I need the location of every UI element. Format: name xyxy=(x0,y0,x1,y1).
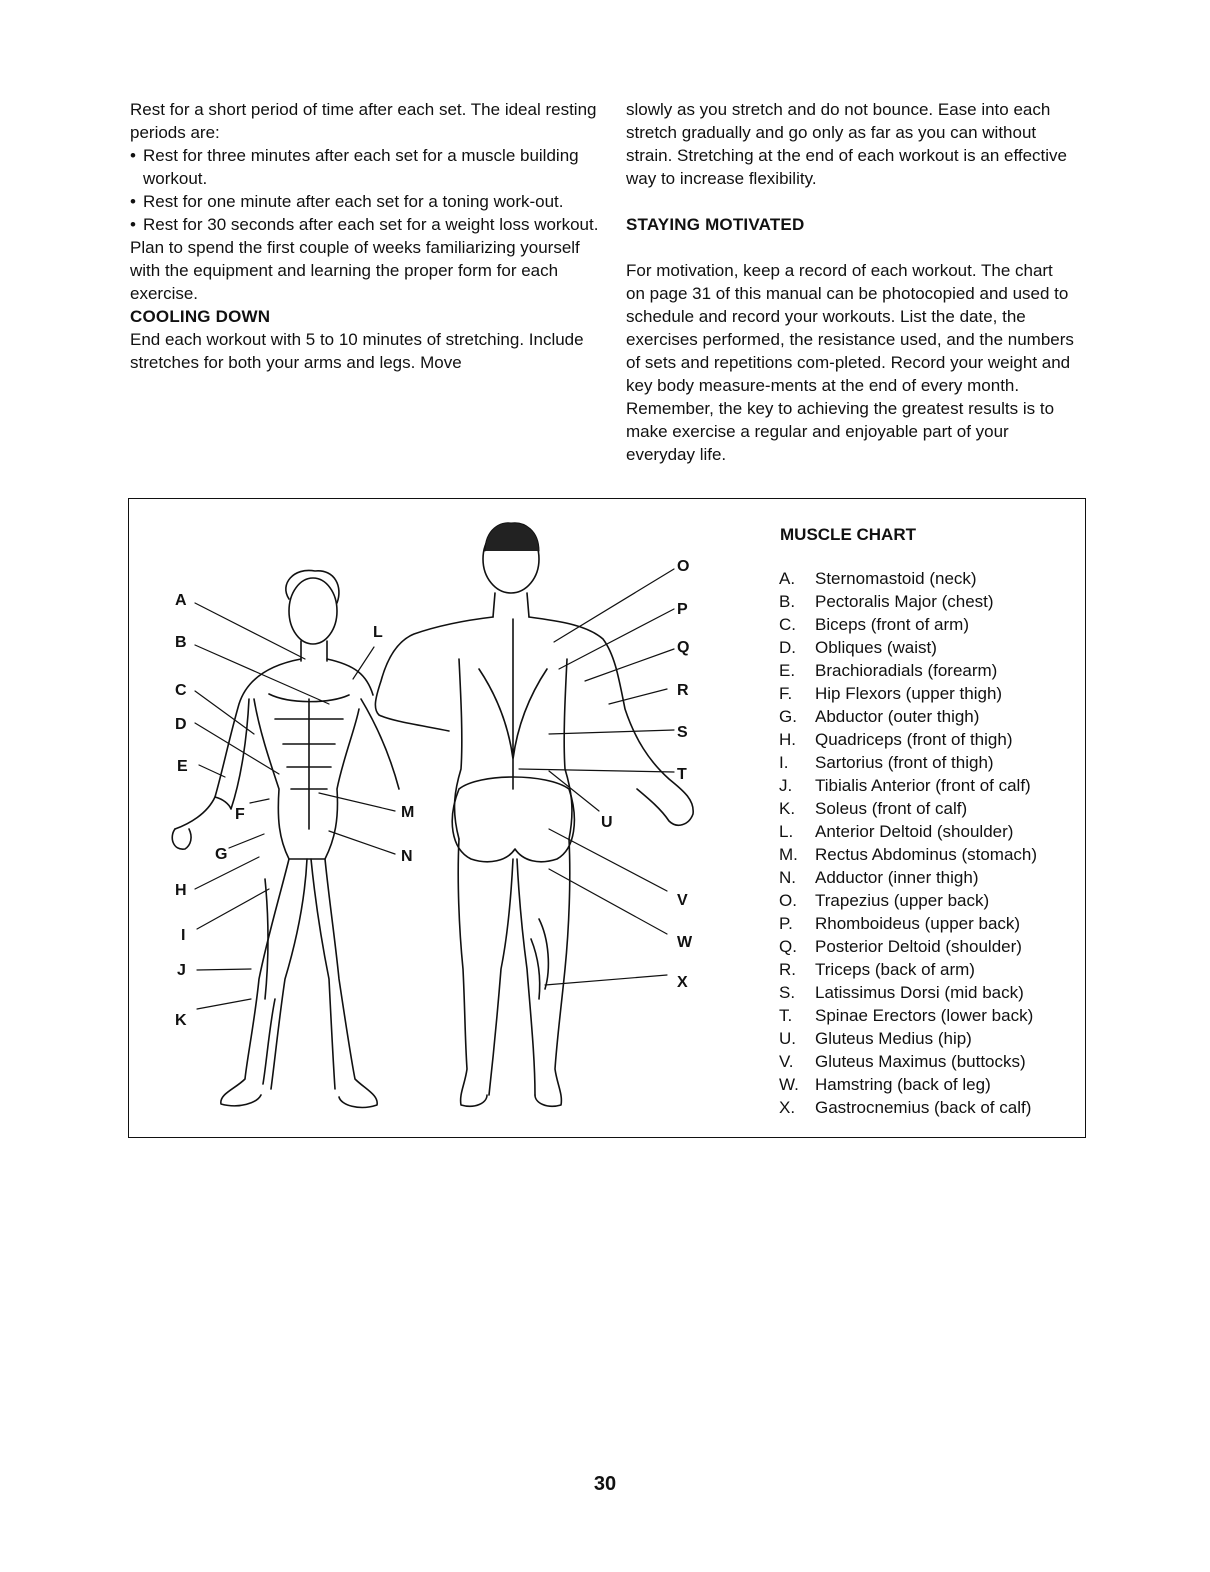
muscle-letter: L. xyxy=(779,822,794,841)
muscle-name: Gastrocnemius (back of calf) xyxy=(815,1098,1032,1117)
list-item xyxy=(779,682,1037,705)
cooling-down-text: End each workout with 5 to 10 minutes of stretching. Include stretches for both your arms and legs. Move xyxy=(130,330,584,372)
front-left-arm-inner xyxy=(215,699,249,809)
rest-periods-list xyxy=(130,144,600,236)
label-i: I xyxy=(181,927,186,944)
muscle-name: Brachioradials (forearm) xyxy=(815,661,998,680)
muscle-name: Tibialis Anterior (front of calf) xyxy=(815,776,1031,795)
muscle-letter: Q. xyxy=(779,937,797,956)
list-item xyxy=(779,935,1037,958)
back-figure xyxy=(375,523,693,1107)
list-item xyxy=(779,1096,1037,1119)
list-item xyxy=(779,636,1037,659)
muscle-name: Posterior Deltoid (shoulder) xyxy=(815,937,1022,956)
muscle-chart-title: MUSCLE CHART xyxy=(780,525,916,544)
muscle-letter: S. xyxy=(779,983,796,1002)
muscle-name: Hamstring (back of leg) xyxy=(815,1075,991,1094)
staying-motivated-text: For motivation, keep a record of each workout. The chart on page 31 of this manual can be photocopied and used to schedule and record your workouts. List the date, the exercises performed, the resistance used, and the numbers of sets and repetitions com-pleted. Record your weight and key body measure-ments at the end of every month. Remember, the key to achieving the greatest results is to make exercise a regular and enjoyable part of your everyday life. xyxy=(626,261,1074,464)
label-k: K xyxy=(175,1012,187,1029)
muscle-name: Gluteus Maximus (buttocks) xyxy=(815,1052,1026,1071)
list-item xyxy=(779,1073,1037,1096)
muscle-letter: D. xyxy=(779,638,796,657)
stretch-continued-text: slowly as you stretch and do not bounce. Ease into each stretch gradually and go only as far as you can without strain. Stretching at the end of each workout is an effective way to increase flexibility. xyxy=(626,100,1067,188)
list-item xyxy=(779,774,1037,797)
muscle-name: Trapezius (upper back) xyxy=(815,891,990,910)
muscle-list xyxy=(779,567,1037,1119)
muscle-name: Adductor (inner thigh) xyxy=(815,868,979,887)
label-l: L xyxy=(373,624,383,641)
label-j: J xyxy=(177,962,186,979)
front-torso xyxy=(254,699,359,859)
muscle-name: Sartorius (front of thigh) xyxy=(815,753,994,772)
list-item xyxy=(779,705,1037,728)
list-item xyxy=(779,728,1037,751)
list-item: • Rest for 30 seconds after each set for a weight loss workout. xyxy=(130,213,600,236)
right-column xyxy=(626,98,1076,466)
front-shoulders-arms xyxy=(175,659,373,829)
list-item xyxy=(779,613,1037,636)
muscle-letter: H. xyxy=(779,730,796,749)
muscle-letter: B. xyxy=(779,592,796,611)
staying-motivated-heading: STAYING MOTIVATED xyxy=(626,215,805,234)
label-b: B xyxy=(175,634,187,651)
front-left-hand xyxy=(172,829,191,849)
label-c: C xyxy=(175,682,187,699)
list-item xyxy=(779,958,1037,981)
label-u: U xyxy=(601,814,613,831)
back-shoulders-arms xyxy=(375,617,693,825)
left-column xyxy=(130,98,600,374)
muscle-letter: T. xyxy=(779,1006,793,1025)
plan-paragraph: Plan to spend the first couple of weeks familiarizing yourself with the equipment and learning the proper form for each exercise. xyxy=(130,238,580,303)
label-m: M xyxy=(401,804,415,821)
muscle-letter: O. xyxy=(779,891,797,910)
front-figure xyxy=(172,570,399,1107)
rest-intro: Rest for a short period of time after each set. The ideal resting periods are: xyxy=(130,100,597,142)
back-calf-lines xyxy=(531,919,548,999)
list-item xyxy=(779,843,1037,866)
muscle-letter: F. xyxy=(779,684,793,703)
muscle-letter: R. xyxy=(779,960,796,979)
muscle-name: Quadriceps (front of thigh) xyxy=(815,730,1013,749)
list-item: • Rest for three minutes after each set for a muscle building workout. xyxy=(130,144,600,190)
back-inner-legs xyxy=(489,859,535,1095)
list-item xyxy=(779,1027,1037,1050)
list-item xyxy=(779,659,1037,682)
label-a: A xyxy=(175,592,187,609)
list-item xyxy=(779,1050,1037,1073)
list-item xyxy=(779,820,1037,843)
muscle-name: Triceps (back of arm) xyxy=(815,960,975,979)
label-f: F xyxy=(235,806,245,823)
page-number: 30 xyxy=(593,1473,617,1495)
muscle-name: Obliques (waist) xyxy=(815,638,937,657)
label-p: P xyxy=(677,601,688,618)
muscle-letter: M. xyxy=(779,845,798,864)
muscle-chart-box xyxy=(128,498,1086,1138)
muscle-letter: E. xyxy=(779,661,796,680)
muscle-name: Soleus (front of calf) xyxy=(815,799,968,818)
muscle-letter: C. xyxy=(779,615,796,634)
label-w: W xyxy=(677,934,693,951)
label-x: X xyxy=(677,974,688,991)
muscle-name: Latissimus Dorsi (mid back) xyxy=(815,983,1024,1002)
muscle-name: Spinae Erectors (lower back) xyxy=(815,1006,1034,1025)
muscle-name: Rhomboideus (upper back) xyxy=(815,914,1021,933)
muscle-figure-illustration xyxy=(129,499,769,1135)
muscle-name: Sternomastoid (neck) xyxy=(815,569,977,588)
muscle-name: Biceps (front of arm) xyxy=(815,615,969,634)
muscle-letter: V. xyxy=(779,1052,794,1071)
muscle-letter: I. xyxy=(779,753,789,772)
muscle-letter: U. xyxy=(779,1029,796,1048)
muscle-letter: J. xyxy=(779,776,793,795)
label-e: E xyxy=(177,758,188,775)
muscle-letter: W. xyxy=(779,1075,799,1094)
list-item xyxy=(779,1004,1037,1027)
front-thigh-lines xyxy=(263,879,275,1084)
label-g: G xyxy=(215,846,228,863)
front-hair xyxy=(286,570,339,603)
list-item xyxy=(779,889,1037,912)
list-item: • Rest for one minute after each set for a toning work-out. xyxy=(130,190,600,213)
list-item xyxy=(779,751,1037,774)
muscle-letter: G. xyxy=(779,707,797,726)
back-hair xyxy=(485,523,539,551)
muscle-name: Hip Flexors (upper thigh) xyxy=(815,684,1003,703)
list-item xyxy=(779,866,1037,889)
label-q: Q xyxy=(677,639,690,656)
front-head xyxy=(289,578,337,644)
back-neck xyxy=(493,593,529,617)
label-v: V xyxy=(677,892,688,909)
muscle-letter: A. xyxy=(779,569,796,588)
muscle-name: Pectoralis Major (chest) xyxy=(815,592,994,611)
label-n: N xyxy=(401,848,413,865)
muscle-name: Abductor (outer thigh) xyxy=(815,707,980,726)
label-d: D xyxy=(175,716,187,733)
muscle-letter: K. xyxy=(779,799,796,818)
list-item xyxy=(779,912,1037,935)
front-legs xyxy=(221,859,377,1107)
list-item xyxy=(779,590,1037,613)
label-r: R xyxy=(677,682,689,699)
list-item xyxy=(779,981,1037,1004)
cooling-down-heading: COOLING DOWN xyxy=(130,307,271,326)
label-s: S xyxy=(677,724,688,741)
muscle-letter: P. xyxy=(779,914,793,933)
muscle-name: Gluteus Medius (hip) xyxy=(815,1029,972,1048)
label-t: T xyxy=(677,766,687,783)
label-h: H xyxy=(175,882,187,899)
label-o: O xyxy=(677,558,690,575)
muscle-letter: X. xyxy=(779,1098,796,1117)
list-item xyxy=(779,797,1037,820)
front-right-arm-hidden xyxy=(361,699,399,789)
muscle-letter: N. xyxy=(779,868,796,887)
muscle-name: Anterior Deltoid (shoulder) xyxy=(815,822,1014,841)
list-item xyxy=(779,567,1037,590)
back-spine-muscles xyxy=(479,619,547,789)
muscle-name: Rectus Abdominus (stomach) xyxy=(815,845,1038,864)
back-legs xyxy=(458,839,570,1106)
